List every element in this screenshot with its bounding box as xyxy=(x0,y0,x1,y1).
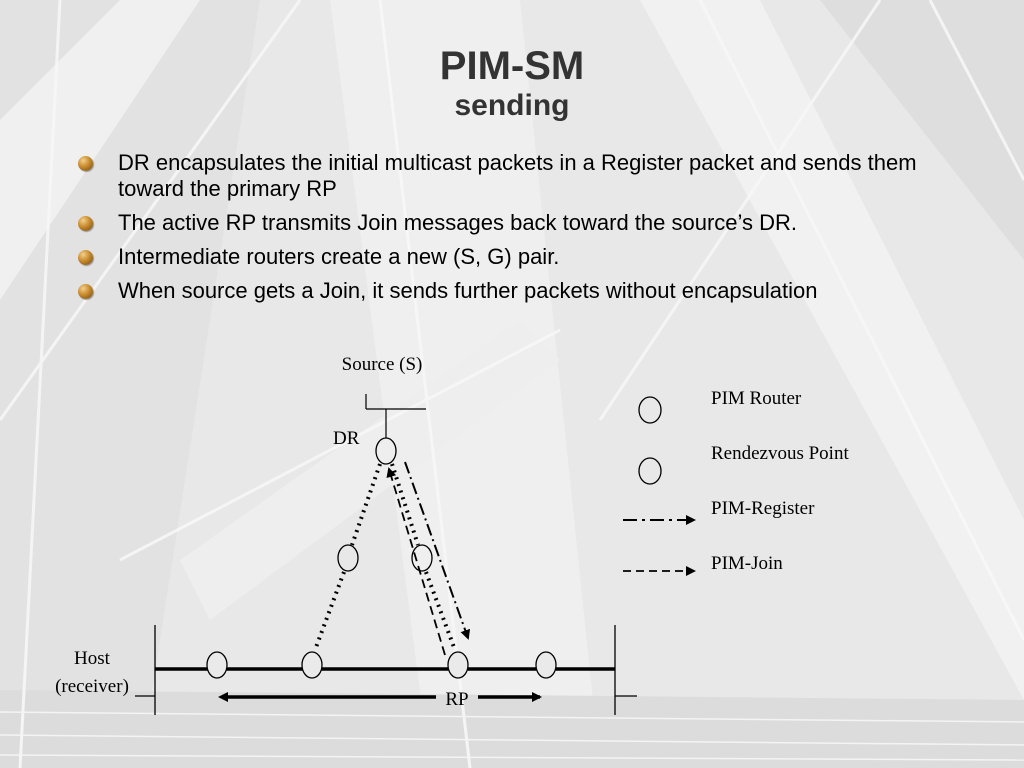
rp-label: RP xyxy=(445,689,469,710)
bullet-text: The active RP transmits Join messages back toward the source’s DR. xyxy=(118,210,798,235)
legend-rendezvous-point-label: Rendezvous Point xyxy=(711,443,849,464)
slide-subtitle: sending xyxy=(454,89,570,122)
pim-router-node xyxy=(207,652,227,678)
host-receiver-label: (receiver) xyxy=(55,676,129,697)
dotted-path-dr-to-left-router xyxy=(352,464,380,545)
bullet-text: When source gets a Join, it sends further packets without encapsulation xyxy=(118,278,818,303)
dr-label: DR xyxy=(333,428,360,449)
legend-pim-register-label: PIM-Register xyxy=(711,498,815,519)
dotted-path-left-router-to-bus xyxy=(315,572,344,650)
pim-router-node xyxy=(302,652,322,678)
legend-rendezvous-point-symbol xyxy=(639,458,661,484)
dotted-path-dr-to-right-router xyxy=(392,464,418,545)
pim-router-node xyxy=(338,545,358,571)
bullet-text: DR encapsulates the initial multicast packets in a Register packet and sends them toward the primary RP xyxy=(118,150,917,201)
dr-router-node xyxy=(376,438,396,464)
bullet-text: Intermediate routers create a new (S, G) pair. xyxy=(118,244,560,269)
source-label: Source (S) xyxy=(341,354,423,375)
pim-join-arrow xyxy=(389,469,445,655)
slide-title: PIM-SM xyxy=(439,44,585,88)
legend-pim-router-symbol xyxy=(639,397,661,423)
legend-pim-router-label: PIM Router xyxy=(711,388,802,409)
rp-router-node xyxy=(448,652,468,678)
pim-router-node xyxy=(536,652,556,678)
legend-pim-join-label: PIM-Join xyxy=(711,553,783,574)
legend xyxy=(623,388,849,574)
host-label: Host xyxy=(74,648,110,669)
